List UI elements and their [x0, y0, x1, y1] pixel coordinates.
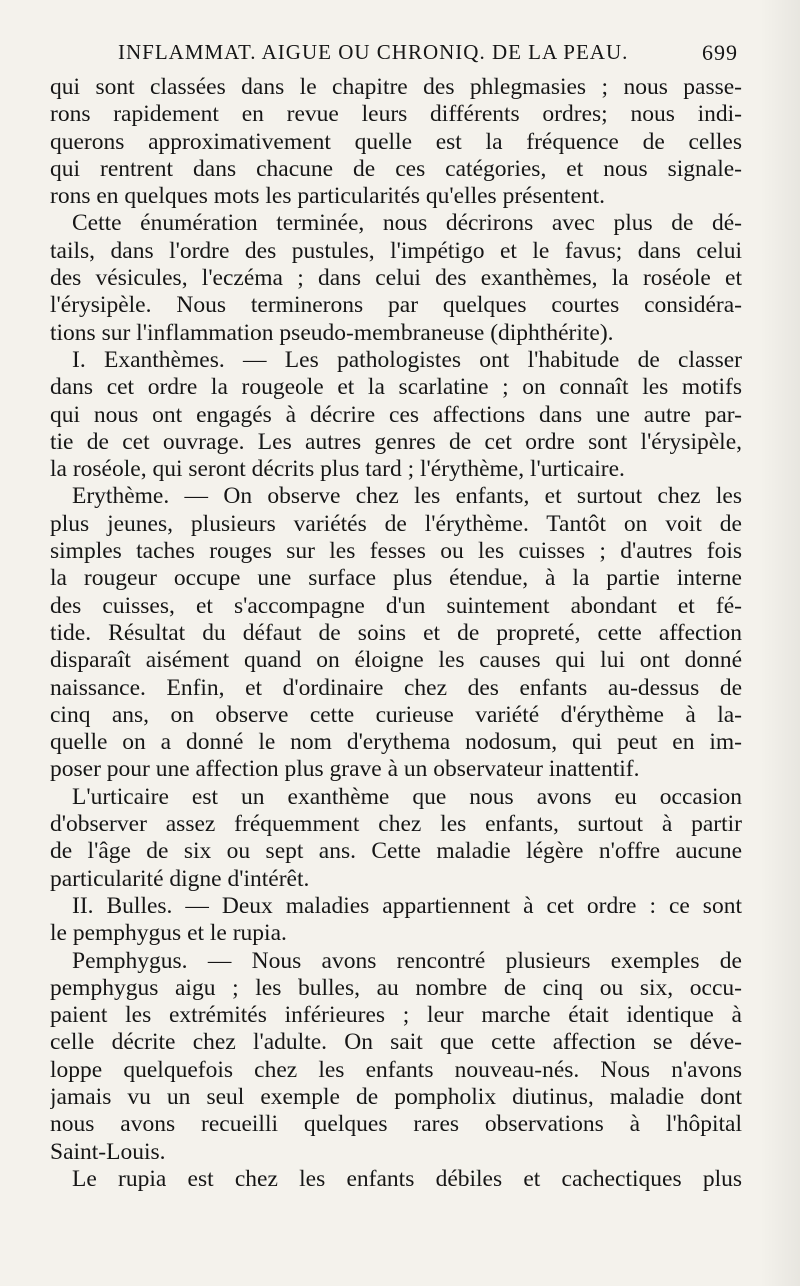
text-line: naissance. Enfin, et d'ordinaire chez des enfants au-dessus de [50, 674, 742, 701]
text-line: de l'âge de six ou sept ans. Cette maladie légère n'offre aucune [50, 838, 742, 865]
text-line: dans cet ordre la rougeole et la scarlatine ; on connaît les motifs [50, 374, 742, 401]
text-line: quelle on a donné le nom d'erythema nodosum, qui peut en im- [50, 729, 742, 756]
text-line: des vésicules, l'eczéma ; dans celui des exanthèmes, la roséole et [50, 265, 742, 292]
page-number: 699 [702, 40, 738, 65]
text-line: tide. Résultat du défaut de soins et de propreté, cette affection [50, 619, 742, 646]
text-line: jamais vu un seul exemple de pompholix diutinus, maladie dont [50, 1083, 742, 1110]
text-line: la roséole, qui seront décrits plus tard ; l'érythème, l'urticaire. [50, 456, 625, 483]
text-line: pemphygus aigu ; les bulles, au nombre de cinq ou six, occu- [50, 974, 742, 1001]
text-line: qui rentrent dans chacune de ces catégories, et nous signale- [50, 155, 742, 182]
text-line: Erythème. — On observe chez les enfants, et surtout chez les [72, 483, 742, 510]
text-line: querons approximativement quelle est la fréquence de celles [50, 128, 742, 155]
text-line: L'urticaire est un exanthème que nous avons eu occasion [72, 783, 742, 810]
text-line: Saint-Louis. [50, 1138, 166, 1165]
text-line: cinq ans, on observe cette curieuse variété d'érythème à la- [50, 701, 742, 728]
text-line: d'observer assez fréquemment chez les enfants, surtout à partir [50, 811, 742, 838]
text-line: l'érysipèle. Nous terminerons par quelques courtes considéra- [50, 292, 742, 319]
text-line: rons en quelques mots les particularités qu'elles présentent. [50, 183, 606, 210]
text-line: Cette énumération terminée, nous décrirons avec plus de dé- [72, 210, 742, 237]
page-edge-shadow [760, 0, 800, 1286]
text-line: celle décrite chez l'adulte. On sait que cette affection se déve- [50, 1029, 742, 1056]
text-line: tions sur l'inflammation pseudo-membraneuse (diphthérite). [50, 319, 614, 346]
text-line: nous avons recueilli quelques rares observations à l'hôpital [50, 1111, 742, 1138]
text-line: disparaît aisément quand on éloigne les causes qui lui ont donné [50, 647, 742, 674]
text-line: rons rapidement en revue leurs différents ordres; nous indi- [50, 101, 742, 128]
text-line: paient les extrémités inférieures ; leur marche était identique à [50, 1002, 742, 1029]
text-line: des cuisses, et s'accompagne d'un suintement abondant et fé- [50, 592, 742, 619]
text-line: Pemphygus. — Nous avons rencontré plusieurs exemples de [72, 947, 742, 974]
text-line: tie de cet ouvrage. Les autres genres de cet ordre sont l'érysipèle, [50, 428, 742, 455]
text-line: plus jeunes, plusieurs variétés de l'érythème. Tantôt on voit de [50, 510, 742, 537]
running-head [118, 40, 738, 68]
text-line: Le rupia est chez les enfants débiles et cachectiques plus [72, 1165, 742, 1192]
running-head-title: INFLAMMAT. AIGUE OU CHRONIQ. DE LA PEAU. [118, 40, 629, 64]
text-line: I. Exanthèmes. — Les pathologistes ont l'habitude de classer [72, 346, 742, 373]
text-line: particularité digne d'intérêt. [50, 865, 310, 892]
text-line: la rougeur occupe une surface plus étendue, à la partie interne [50, 565, 742, 592]
text-line: le pemphygus et le rupia. [50, 920, 287, 947]
text-line: simples taches rouges sur les fesses ou les cuisses ; d'autres fois [50, 538, 742, 565]
text-line: loppe quelquefois chez les enfants nouveau-nés. Nous n'avons [50, 1056, 742, 1083]
body-text [50, 74, 742, 1193]
text-line: poser pour une affection plus grave à un observateur inattentif. [50, 756, 640, 783]
text-line: II. Bulles. — Deux maladies appartiennent à cet ordre : ce sont [72, 892, 742, 919]
text-line: tails, dans l'ordre des pustules, l'impétigo et le favus; dans celui [50, 237, 742, 264]
text-line: qui sont classées dans le chapitre des phlegmasies ; nous passe- [50, 74, 742, 100]
text-line: qui nous ont engagés à décrire ces affections dans une autre par- [50, 401, 742, 428]
